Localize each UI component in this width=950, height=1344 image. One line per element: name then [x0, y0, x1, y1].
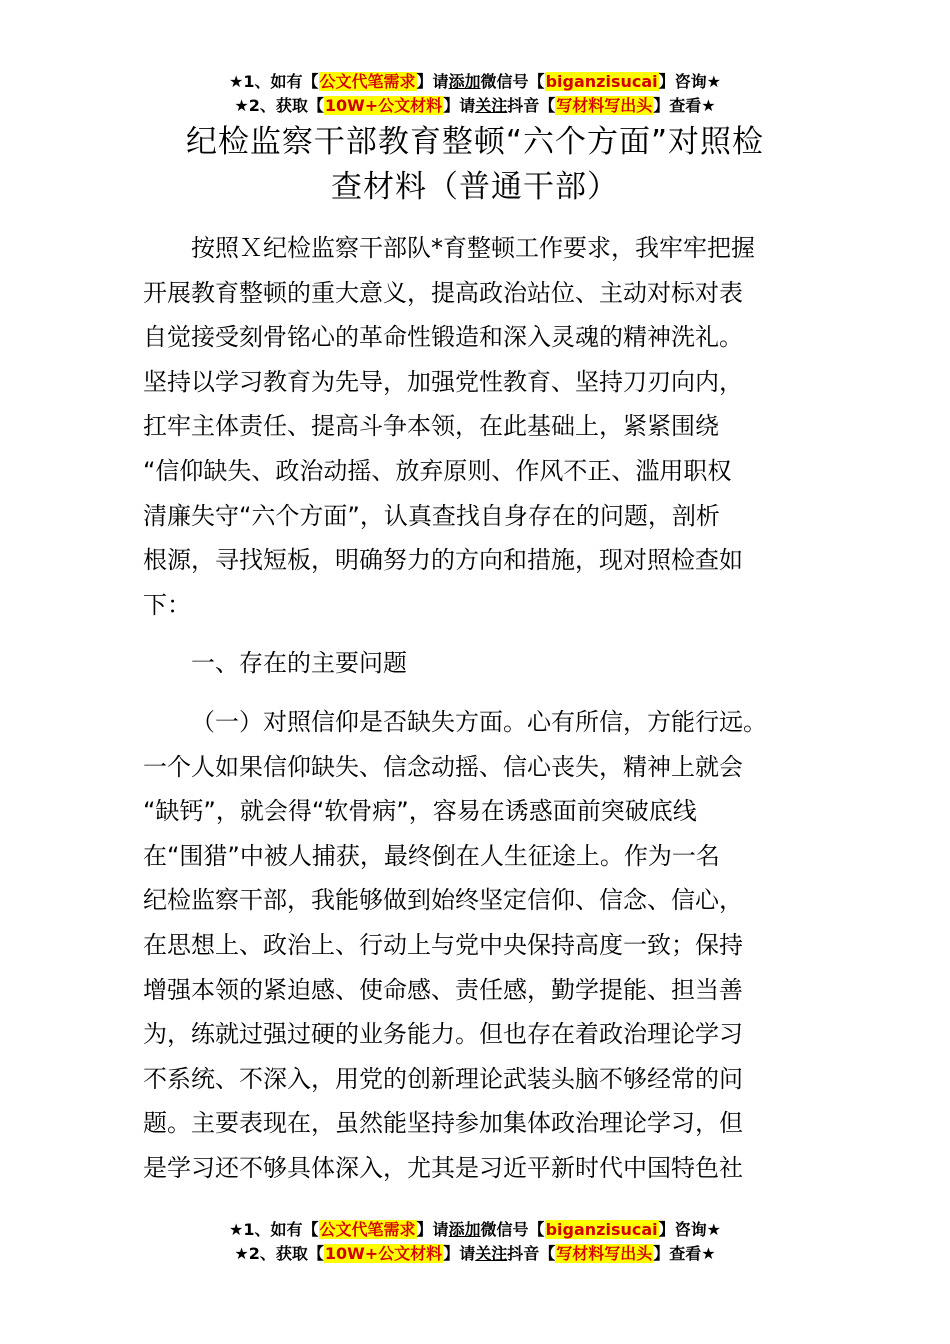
header-banner	[0, 70, 950, 118]
title-line-1: 纪检监察干部教育整顿“六个方面”对照检	[185, 124, 765, 160]
paragraph-line: 在“围猎”中被人捕获，最终倒在人生征途上。作为一名	[143, 841, 720, 870]
highlight-douyin: 写材料写出头	[556, 96, 653, 115]
paragraph-line: （一）对照信仰是否缺失方面。心有所信，方能行远。	[191, 707, 767, 736]
section-heading: 一、存在的主要问题	[191, 649, 407, 678]
paragraph-line: “缺钙”，就会得“软骨病”，容易在诱惑面前突破底线	[143, 797, 697, 826]
paragraph-line: 一个人如果信仰缺失、信念动摇、信心丧失，精神上就会	[143, 752, 743, 781]
paragraph-line: 纪检监察干部，我能够做到始终坚定信仰、信念、信心，	[143, 886, 743, 915]
paragraph-line: 是学习还不够具体深入，尤其是习近平新时代中国特色社	[143, 1153, 743, 1182]
paragraph-line: 题。主要表现在，虽然能坚持参加集体政治理论学习，但	[143, 1109, 743, 1138]
highlight-service: 公文代笔需求	[319, 1220, 416, 1239]
banner-line-1: ★1、如有【公文代笔需求】请添加微信号【biganzisucai】咨询★	[229, 72, 721, 91]
paragraph-gap	[143, 686, 843, 700]
paragraph-line: 自觉接受刻骨铭心的革命性锻造和深入灵魂的精神洗礼。	[143, 323, 743, 352]
highlight-materials: 10W+公文材料	[324, 96, 443, 115]
paragraph-gap	[143, 627, 843, 641]
paragraph-line: 清廉失守“六个方面”，认真查找自身存在的问题，剖析	[143, 501, 720, 530]
highlight-materials: 10W+公文材料	[324, 1244, 443, 1263]
highlight-wechat-id: biganzisucai	[545, 72, 658, 91]
highlight-douyin: 写材料写出头	[556, 1244, 653, 1263]
highlight-service: 公文代笔需求	[319, 72, 416, 91]
title-line-2: 查材料（普通干部）	[331, 169, 619, 205]
document-title	[110, 120, 840, 210]
banner-line-2: ★2、获取【10W+公文材料】请关注抖音【写材料写出头】查看★	[234, 1244, 716, 1263]
document-body	[143, 226, 843, 1190]
paragraph-line: 扛牢主体责任、提高斗争本领，在此基础上，紧紧围绕	[143, 412, 719, 441]
paragraph-line: 在思想上、政治上、行动上与党中央保持高度一致；保持	[143, 930, 743, 959]
footer-banner	[0, 1218, 950, 1266]
paragraph-line: 坚持以学习教育为先导，加强党性教育、坚持刀刃向内，	[143, 367, 743, 396]
paragraph-line: “信仰缺失、政治动摇、放弃原则、作风不正、滥用职权	[143, 456, 732, 485]
paragraph-line: 为，练就过强过硬的业务能力。但也存在着政治理论学习	[143, 1020, 743, 1049]
banner-line-1: ★1、如有【公文代笔需求】请添加微信号【biganzisucai】咨询★	[229, 1220, 721, 1239]
paragraph-line: 增强本领的紧迫感、使命感、责任感，勤学提能、担当善	[143, 975, 743, 1004]
paragraph-line: 按照Ｘ纪检监察干部队*育整顿工作要求，我牢牢把握	[191, 234, 755, 262]
paragraph-line: 根源，寻找短板，明确努力的方向和措施，现对照检查如	[143, 546, 743, 575]
paragraph-line: 下：	[143, 590, 191, 619]
paragraph-line: 开展教育整顿的重大意义，提高政治站位、主动对标对表	[143, 278, 743, 307]
paragraph-line: 不系统、不深入，用党的创新理论武装头脑不够经常的问	[143, 1064, 743, 1093]
banner-line-2: ★2、获取【10W+公文材料】请关注抖音【写材料写出头】查看★	[234, 96, 716, 115]
highlight-wechat-id: biganzisucai	[545, 1220, 658, 1239]
